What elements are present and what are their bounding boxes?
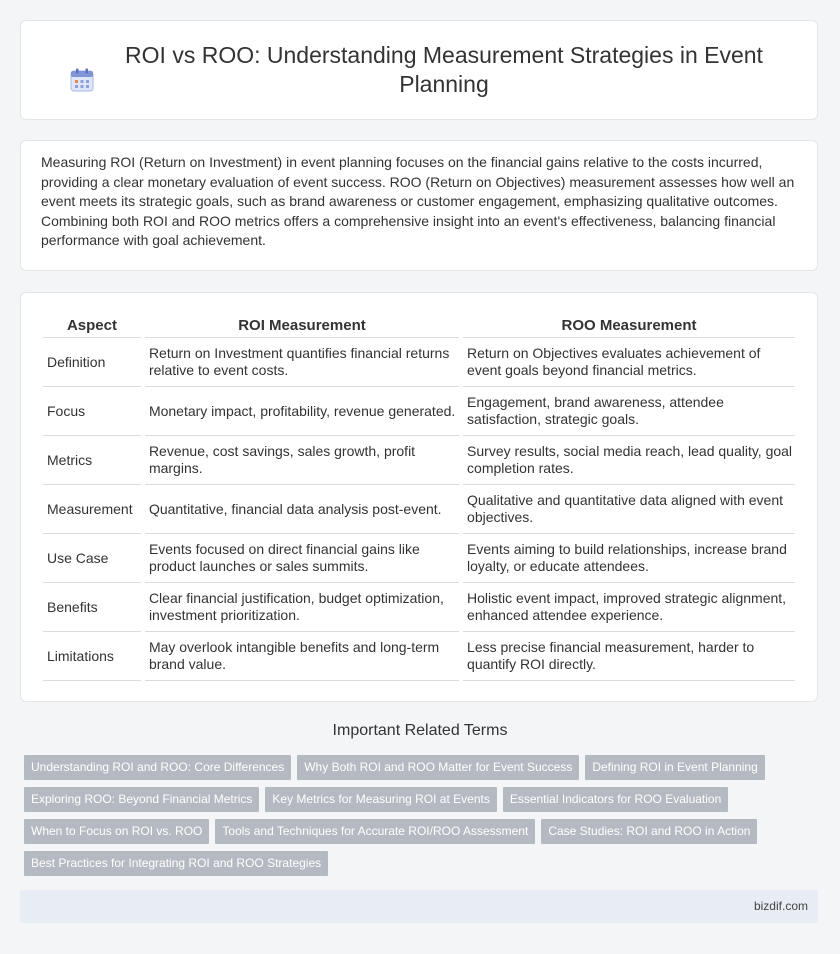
related-term-link[interactable]: Case Studies: ROI and ROO in Action — [541, 819, 757, 844]
table-row — [43, 632, 795, 681]
roi-cell: Monetary impact, profitability, revenue generated. — [145, 387, 459, 436]
header-card — [20, 20, 818, 120]
roi-cell: Return on Investment quantifies financial returns relative to event costs. — [145, 338, 459, 387]
related-term-link[interactable]: Best Practices for Integrating ROI and ROO Strategies — [24, 851, 328, 876]
calendar-icon — [69, 67, 95, 93]
related-term-link[interactable]: Exploring ROO: Beyond Financial Metrics — [24, 787, 259, 812]
roi-cell: May overlook intangible benefits and long-term brand value. — [145, 632, 459, 681]
roo-cell: Qualitative and quantitative data aligned with event objectives. — [463, 485, 795, 534]
aspect-cell: Focus — [43, 387, 141, 436]
table-row — [43, 583, 795, 632]
roo-cell: Survey results, social media reach, lead quality, goal completion rates. — [463, 436, 795, 485]
roi-cell: Events focused on direct financial gains like product launches or sales summits. — [145, 534, 459, 583]
aspect-cell: Measurement — [43, 485, 141, 534]
related-terms-list — [24, 755, 814, 883]
table-row — [43, 387, 795, 436]
related-term-link[interactable]: Defining ROI in Event Planning — [585, 755, 764, 780]
related-terms-heading: Important Related Terms — [332, 722, 508, 739]
aspect-cell: Definition — [43, 338, 141, 387]
comparison-card — [20, 292, 818, 702]
comparison-table — [39, 313, 799, 681]
aspect-cell: Use Case — [43, 534, 141, 583]
roi-cell: Clear financial justification, budget optimization, investment prioritization. — [145, 583, 459, 632]
header-roi: ROI Measurement — [145, 313, 459, 338]
table-header-row — [43, 313, 795, 338]
roo-cell: Return on Objectives evaluates achievement of event goals beyond financial metrics. — [463, 338, 795, 387]
roo-cell: Engagement, brand awareness, attendee satisfaction, strategic goals. — [463, 387, 795, 436]
intro-text: Measuring ROI (Return on Investment) in event planning focuses on the financial gains relative to the costs incurred, providing a clear monetary evaluation of event success. ROO (Return on Objectives) measurement assesses how well an event meets its strategic goals, such as brand awareness or customer engagement, emphasizing qualitative outcomes. Combining both ROI and ROO metrics offers a comprehensive insight into an event's effectiveness, balancing financial performance with goal achievement. — [41, 154, 795, 248]
footer-site-link[interactable]: bizdif.com — [753, 899, 808, 913]
roo-cell: Less precise financial measurement, harder to quantify ROI directly. — [463, 632, 795, 681]
related-term-link[interactable]: Essential Indicators for ROO Evaluation — [503, 787, 728, 812]
page-title: ROI vs ROO: Understanding Measurement Strategies in Event Planning — [125, 42, 763, 97]
aspect-cell: Benefits — [43, 583, 141, 632]
related-term-link[interactable]: Tools and Techniques for Accurate ROI/ROO Assessment — [215, 819, 535, 844]
table-row — [43, 436, 795, 485]
aspect-cell: Metrics — [43, 436, 141, 485]
header-roo: ROO Measurement — [463, 313, 795, 338]
intro-card — [20, 140, 818, 271]
roi-cell: Revenue, cost savings, sales growth, profit margins. — [145, 436, 459, 485]
related-term-link[interactable]: Understanding ROI and ROO: Core Differences — [24, 755, 291, 780]
footer — [20, 890, 818, 923]
table-row — [43, 485, 795, 534]
roo-cell: Events aiming to build relationships, increase brand loyalty, or educate attendees. — [463, 534, 795, 583]
table-row — [43, 534, 795, 583]
roo-cell: Holistic event impact, improved strategic alignment, enhanced attendee experience. — [463, 583, 795, 632]
roi-cell: Quantitative, financial data analysis post-event. — [145, 485, 459, 534]
aspect-cell: Limitations — [43, 632, 141, 681]
related-term-link[interactable]: Why Both ROI and ROO Matter for Event Success — [297, 755, 579, 780]
header-aspect: Aspect — [43, 313, 141, 338]
related-term-link[interactable]: Key Metrics for Measuring ROI at Events — [265, 787, 496, 812]
table-row — [43, 338, 795, 387]
related-term-link[interactable]: When to Focus on ROI vs. ROO — [24, 819, 209, 844]
